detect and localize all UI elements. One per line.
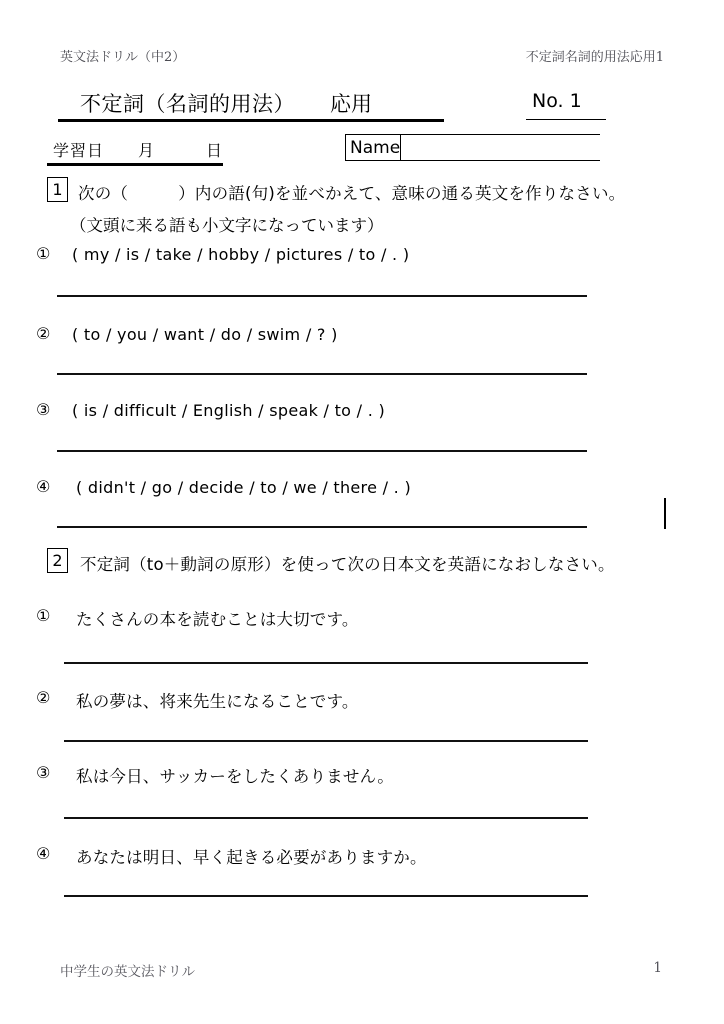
question-number-1-label: 1 (52, 180, 63, 199)
list-item: ( to / you / want / do / swim / ? ) (72, 325, 338, 344)
question-1-prompt: 次の（ ）内の語(句)を並べかえて、意味の通る英文を作りなさい。 (78, 184, 626, 203)
list-item-marker: ③ (36, 763, 51, 782)
list-item: ( didn't / go / decide / to / we / there / . ) (76, 478, 411, 497)
page-title: 不定詞（名詞的用法） (80, 92, 295, 116)
answer-line[interactable] (64, 662, 588, 664)
answer-line[interactable] (57, 450, 587, 452)
list-item: ( my / is / take / hobby / pictures / to / . ) (72, 245, 410, 264)
title-row (58, 88, 666, 122)
footer-page-number: 1 (653, 960, 662, 976)
name-input[interactable] (401, 135, 611, 160)
list-item-marker: ④ (36, 477, 51, 496)
answer-line[interactable] (64, 895, 588, 897)
list-item: 私は今日、サッカーをしたくありません。 (76, 767, 394, 786)
list-item: ( is / difficult / English / speak / to / . ) (72, 401, 386, 420)
list-item-marker: ① (36, 606, 51, 625)
question-number-1 (47, 177, 68, 202)
sheet-number: No. 1 (532, 90, 582, 112)
running-header-right: 不定詞名詞的用法応用1 (525, 50, 664, 65)
list-item: 私の夢は、将来先生になることです。 (76, 692, 359, 711)
answer-line[interactable] (57, 526, 587, 528)
study-date-block (47, 138, 223, 166)
scan-artifact-mark (664, 498, 666, 529)
answer-line[interactable] (57, 373, 587, 375)
answer-line[interactable] (64, 740, 588, 742)
running-header-left: 英文法ドリル（中2） (60, 50, 186, 65)
question-number-2-label: 2 (52, 551, 63, 570)
footer-title: 中学生の英文法ドリル (60, 964, 195, 980)
sheet-number-underline (526, 119, 606, 120)
answer-line[interactable] (57, 295, 587, 297)
page-subtitle: 応用 (330, 92, 372, 116)
list-item: たくさんの本を読むことは大切です。 (76, 610, 359, 629)
title-underline (58, 119, 444, 122)
list-item: あなたは明日、早く起きる必要がありますか。 (76, 848, 427, 867)
study-date-label: 学習日 月 日 (53, 141, 224, 160)
list-item-marker: ③ (36, 400, 51, 419)
question-1-note: （文頭に来る語も小文字になっています） (70, 216, 384, 235)
list-item-marker: ② (36, 324, 51, 343)
answer-line[interactable] (64, 817, 588, 819)
question-number-2 (47, 548, 68, 573)
name-label: Name (346, 135, 401, 160)
name-box[interactable] (345, 134, 600, 161)
list-item-marker: ④ (36, 844, 51, 863)
question-2-prompt: 不定詞（to＋動詞の原形）を使って次の日本文を英語になおしなさい。 (80, 555, 615, 574)
list-item-marker: ② (36, 688, 51, 707)
list-item-marker: ① (36, 244, 51, 263)
study-date-underline (47, 163, 223, 166)
